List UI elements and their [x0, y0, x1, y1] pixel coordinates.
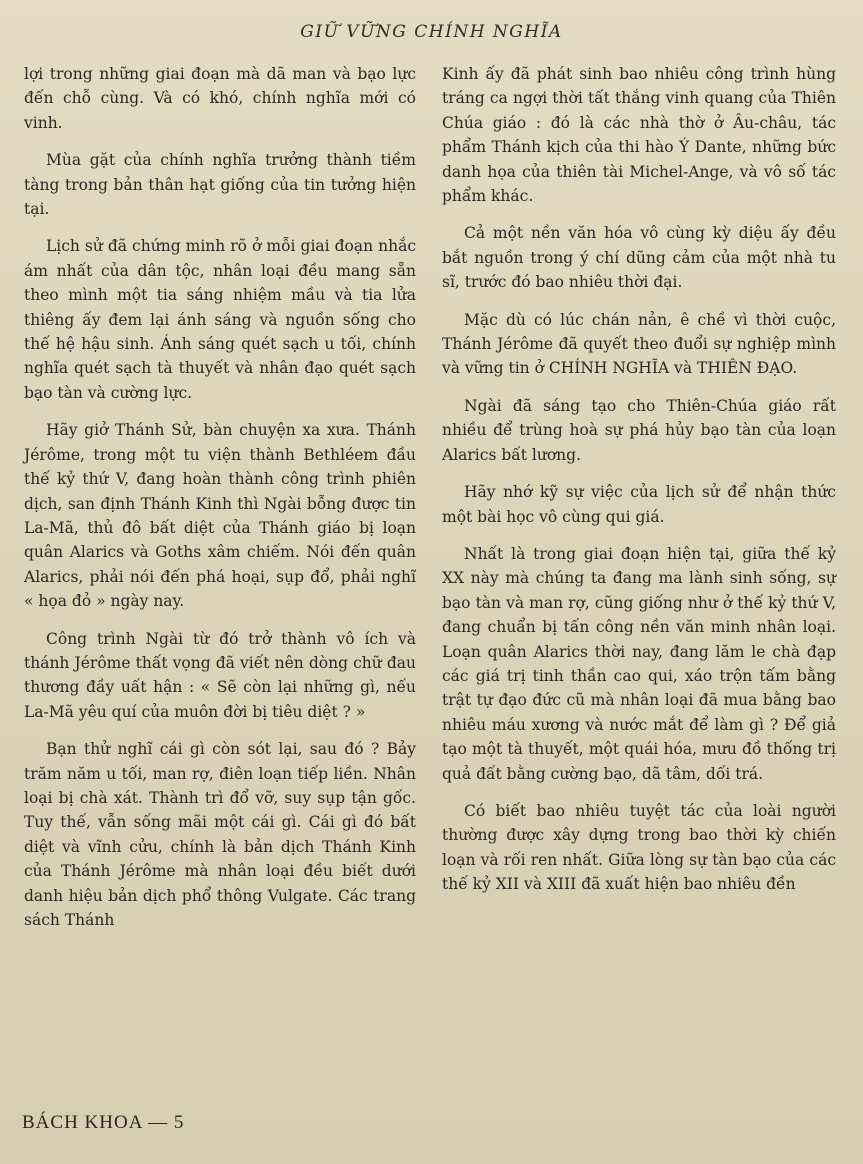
paragraph: Kinh ấy đã phát sinh bao nhiêu công trình hùng tráng ca ngợi thời tất thắng vinh quang của Thiên Chúa giáo : đó là các nhà thờ ở Âu-châu, tác phẩm Thánh kịch của thi hào Ý Dante, những bức danh họa của thiên tài Michel-Ange, và vô số tác phẩm khác. — [442, 65, 836, 206]
paragraph: Hãy giở Thánh Sử, bàn chuyện xa xưa. Thánh Jérôme, trong một tu viện thành Bethléem đầu thế kỷ thứ V, đang hoàn thành công trình phiên dịch, san định Thánh Kinh thì Ngài bỗng được tin La-Mã, thủ đô bất diệt của Thánh giáo bị loạn quân Alarics và Goths xâm chiếm. Nói đến quân Alarics, phải nói đến phá hoại, sụp đổ, phải nghĩ « họa đỏ » ngày nay. — [24, 421, 416, 611]
paragraph: Mùa gặt của chính nghĩa trưởng thành tiềm tàng trong bản thân hạt giống của tin tưởng hiện tại. — [24, 151, 416, 219]
right-column — [442, 62, 836, 910]
paragraph: Lịch sử đã chứng minh rõ ở mỗi giai đoạn nhắc ám nhất của dân tộc, nhân loại đều mang sẵn theo mình một tia sáng nhiệm mầu và tia lửa thiêng ấy đem lại ánh sáng và nguồn sống cho thế hệ hậu sinh. Ánh sáng quét sạch u tối, chính nghĩa quét sạch tà thuyết và nhân đạo quét sạch bạo tàn và cường lực. — [24, 237, 416, 402]
paragraph: Ngài đã sáng tạo cho Thiên-Chúa giáo rất nhiều để trùng hoà sự phá hủy bạo tàn của loạn Alarics bất lương. — [442, 396, 836, 464]
paragraph: Nhất là trong giai đoạn hiện tại, giữa thế kỷ XX này mà chúng ta đang ma lành sinh sống, sự bạo tàn và man rợ, cũng giống như ở thế kỷ thứ V, đang chuẩn bị tấn công nền văn minh nhân loại. Loạn quân Alarics thời nay, đang lăm le chà đạp các giá trị tinh thần cao qui, xáo trộn tấm bằng trật tự đạo đức cũ mà nhân loại đã mua bằng bao nhiêu máu xương và nước mắt để làm gì ? Để giả tạo một tà thuyết, một quái hóa, mưu đồ thống trị quả đất bằng cường bạo, dã tâm, dối trá. — [442, 544, 836, 783]
running-title: GIỮ VỮNG CHÍNH NGHĨA — [300, 22, 563, 42]
paragraph: Có biết bao nhiêu tuyệt tác của loài người thường được xây dựng trong bao thời kỳ chiến loạn và rối ren nhất. Giữa lòng sự tàn bạo của các thế kỷ XII và XIII đã xuất hiện bao nhiêu đền — [442, 801, 836, 894]
paragraph: Mặc dù có lúc chán nản, ê chề vì thời cuộc, Thánh Jérôme đã quyết theo đuổi sự nghiệp mình và vững tin ở CHÍNH NGHĨA và THIÊN ĐẠO. — [442, 310, 836, 378]
left-column — [24, 62, 416, 945]
page-footer: BÁCH KHOA — 5 — [22, 1112, 185, 1133]
paragraph: Hãy nhớ kỹ sự việc của lịch sử để nhận thức một bài học vô cùng qui giá. — [442, 483, 836, 526]
paragraph: lợi trong những giai đoạn mà dã man và bạo lực đến chỗ cùng. Và có khó, chính nghĩa mới có vinh. — [24, 65, 416, 132]
paragraph: Bạn thử nghĩ cái gì còn sót lại, sau đó ? Bảy trăm năm u tối, man rợ, điên loạn tiếp liền. Nhân loại bị chà xát. Thành trì đổ vỡ, suy sụp tận gốc. Tuy thế, vẫn sống mãi một cái gì. Cái gì đó bất diệt và vĩnh cửu, chính là bản dịch Thánh Kinh của Thánh Jérôme mà nhân loại đều biết dưới danh hiệu bản dịch phổ thông Vulgate. Các trang sách Thánh — [24, 740, 416, 929]
paragraph: Cả một nền văn hóa vô cùng kỳ diệu ấy đều bắt nguồn trong ý chí dũng cảm của một nhà tu sĩ, trước đó bao nhiêu thời đại. — [442, 224, 836, 292]
paragraph: Công trình Ngài từ đó trở thành vô ích và thánh Jérôme thất vọng đã viết nên dòng chữ đau thương đầy uất hận : « Sẽ còn lại những gì, nếu La-Mã yêu quí của muôn đời bị tiêu diệt ? » — [24, 629, 416, 721]
